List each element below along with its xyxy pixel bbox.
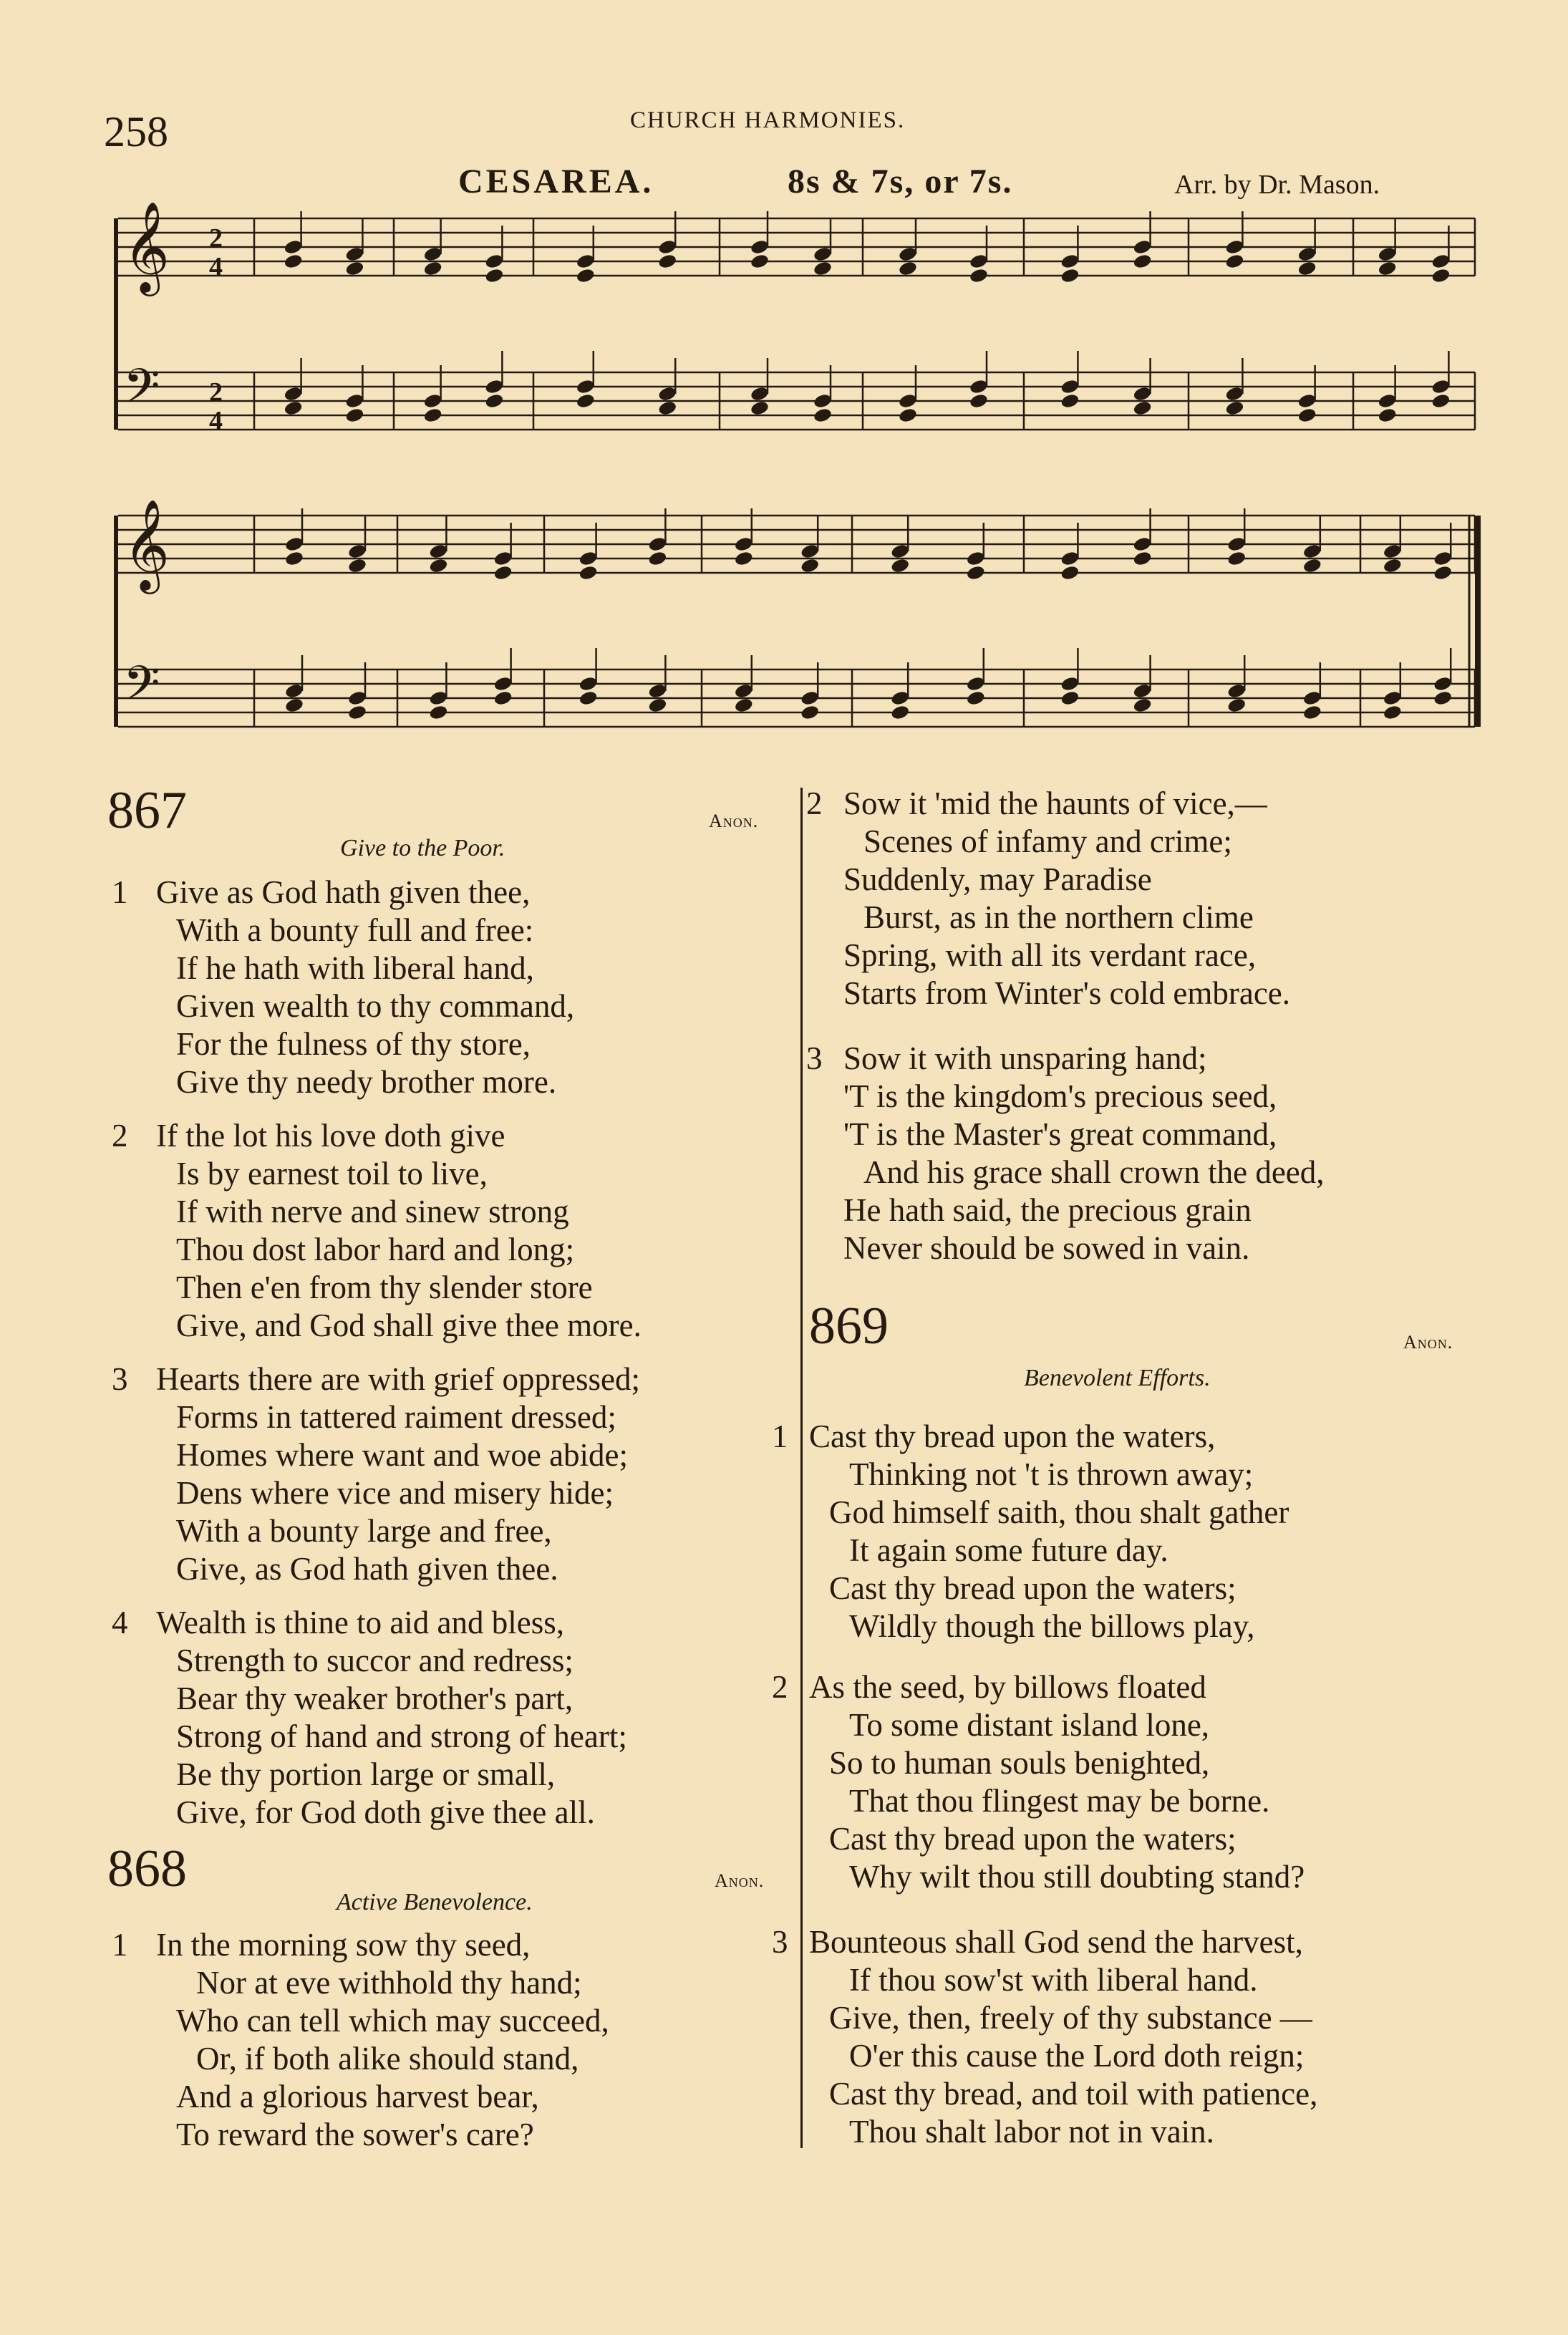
note-head	[423, 407, 443, 423]
tune-name: CESAREA.	[458, 163, 654, 200]
hymn-868-stanza-2	[806, 785, 1291, 1012]
verse-line: Strength to succor and redress;	[176, 1643, 574, 1678]
note-head	[1383, 557, 1403, 574]
verse-line: Give, and God shall give thee more.	[176, 1307, 642, 1343]
verse-line: And a glorious harvest bear,	[176, 2079, 539, 2114]
verse-line: O'er this cause the Lord doth reign;	[849, 2038, 1305, 2074]
verse-line: If the lot his love doth give	[156, 1118, 505, 1154]
note-head	[1060, 564, 1080, 581]
verse-line: That thou flingest may be borne.	[849, 1783, 1270, 1819]
note-head	[1060, 267, 1080, 284]
time-signature: 2	[209, 223, 223, 253]
verse-line: It again some future day.	[849, 1532, 1168, 1568]
note-head	[579, 690, 599, 706]
clef-glyph: 𝄢	[123, 656, 160, 722]
note-head	[890, 704, 910, 720]
hymn-title-868: Active Benevolence.	[337, 1889, 533, 1915]
hymn-author-869: Anon.	[1403, 1332, 1453, 1353]
verse-line: Sow it 'mid the haunts of vice,—	[843, 785, 1267, 821]
note-head	[890, 557, 910, 574]
verse-line: Cast thy bread upon the waters,	[809, 1418, 1216, 1454]
note-head	[898, 260, 918, 276]
note-head	[1224, 253, 1244, 269]
note-head	[1226, 550, 1247, 566]
verse-line: Sow it with unsparing hand;	[843, 1040, 1207, 1076]
note-head	[734, 550, 754, 566]
note-head	[750, 400, 770, 416]
stanza-number: 4	[112, 1605, 128, 1640]
verse-line: Strong of hand and strong of heart;	[176, 1718, 627, 1754]
hymn-868-stanza-3	[806, 1040, 1325, 1267]
verse-line: Give thy needy brother more.	[176, 1064, 557, 1100]
note-head	[800, 557, 820, 574]
verse-line: Cast thy bread upon the waters;	[829, 1570, 1237, 1606]
verse-line: Bear thy weaker brother's part,	[176, 1681, 574, 1716]
note-head	[1431, 267, 1451, 284]
hymn-867-stanza-3	[112, 1360, 640, 1588]
note-head	[428, 557, 448, 574]
hymn-867-stanza-2	[112, 1117, 642, 1345]
hymn-868-stanza-1	[112, 1926, 609, 2154]
hymn-867-stanza-1	[112, 874, 575, 1101]
note-head	[750, 253, 770, 269]
note-head	[657, 400, 677, 416]
verse-line: Spring, with all its verdant race,	[843, 937, 1257, 973]
stanza-number: 2	[772, 1669, 788, 1705]
note-head	[734, 697, 754, 713]
note-head	[1383, 704, 1403, 720]
hymn-869-stanza-1	[772, 1418, 1289, 1645]
verse-line: Nor at eve withhold thy hand;	[196, 1965, 582, 2001]
verse-line: Or, if both alike should stand,	[196, 2041, 579, 2077]
verse-line: Thou dost labor hard and long;	[176, 1232, 575, 1267]
note-head	[284, 400, 304, 416]
note-head	[1302, 704, 1322, 720]
note-head	[347, 704, 367, 720]
verse-line: Wealth is thine to aid and bless,	[156, 1605, 565, 1640]
verse-line: Why wilt thou still doubting stand?	[849, 1859, 1305, 1895]
verse-line: Cast thy bread, and toil with patience,	[829, 2076, 1318, 2112]
note-head	[1133, 400, 1153, 416]
note-head	[969, 267, 989, 284]
verse-line: Is by earnest toil to live,	[176, 1156, 488, 1191]
verse-line: Who can tell which may succeed,	[176, 2003, 609, 2039]
stanza-number: 3	[772, 1924, 788, 1960]
verse-line: For the fulness of thy store,	[176, 1026, 531, 1062]
note-head	[1060, 392, 1080, 409]
verse-line: To reward the sower's care?	[176, 2117, 534, 2152]
stanza-number: 2	[112, 1118, 128, 1154]
verse-line: Homes where want and woe abide;	[176, 1437, 629, 1473]
note-head	[1224, 400, 1244, 416]
note-head	[966, 564, 986, 581]
verse-line: So to human souls benighted,	[829, 1745, 1210, 1781]
stanza-number: 1	[772, 1418, 788, 1454]
clef-glyph: 𝄢	[123, 359, 160, 425]
verse-line: Dens where vice and misery hide;	[176, 1475, 614, 1511]
stanza-number: 1	[112, 874, 128, 910]
note-head	[493, 690, 513, 706]
verse-line: If he hath with liberal hand,	[176, 950, 534, 986]
note-head	[284, 253, 304, 269]
column-rule	[800, 788, 803, 2148]
hymn-867-stanza-4	[112, 1604, 627, 1832]
note-head	[1378, 260, 1398, 276]
note-head	[647, 697, 667, 713]
note-head	[284, 550, 304, 566]
verse-line: Thou shalt labor not in vain.	[849, 2114, 1214, 2150]
note-head	[813, 407, 833, 423]
note-head	[1378, 407, 1398, 423]
verse-line: In the morning sow thy seed,	[156, 1927, 531, 1963]
note-head	[969, 392, 989, 409]
note-head	[1302, 557, 1322, 574]
verse-line: Give, for God doth give thee all.	[176, 1794, 595, 1830]
note-head	[1133, 253, 1153, 269]
stanza-number: 3	[112, 1361, 128, 1397]
stanza-number: 2	[806, 785, 823, 821]
hymn-author-867: Anon.	[709, 811, 759, 831]
time-signature: 2	[209, 377, 223, 407]
verse-line: Be thy portion large or small,	[176, 1756, 556, 1792]
verse-line: Given wealth to thy command,	[176, 988, 575, 1024]
note-head	[493, 564, 513, 581]
verse-line: Burst, as in the northern clime	[863, 899, 1254, 935]
note-head	[576, 392, 596, 409]
note-head	[1133, 550, 1153, 566]
clef-glyph: 𝄞	[123, 498, 170, 590]
note-head	[647, 550, 667, 566]
note-head	[284, 697, 304, 713]
verse-line: Forms in tattered raiment dressed;	[176, 1399, 616, 1435]
note-head	[484, 267, 504, 284]
note-head	[428, 704, 448, 720]
hymn-869-stanza-3	[772, 1923, 1318, 2151]
hymn-number-869: 869	[809, 1297, 889, 1355]
verse-line: And his grace shall crown the deed,	[863, 1154, 1325, 1190]
note-head	[1433, 564, 1453, 581]
time-signature: 4	[209, 252, 223, 282]
page-number: 258	[104, 108, 168, 155]
note-head	[484, 392, 504, 409]
running-title: CHURCH HARMONIES.	[630, 107, 906, 133]
verse-line: Never should be sowed in vain.	[843, 1230, 1250, 1266]
verse-line: Give, as God hath given thee.	[176, 1551, 558, 1587]
time-signature: 4	[209, 406, 223, 436]
verse-line: Bounteous shall God send the harvest,	[809, 1924, 1303, 1960]
note-head	[344, 407, 364, 423]
verse-line: Suddenly, may Paradise	[843, 861, 1152, 897]
verse-line: Then e'en from thy slender store	[176, 1270, 593, 1305]
verse-line: Hearts there are with grief oppressed;	[156, 1361, 640, 1397]
note-head	[1297, 260, 1317, 276]
verse-line: Thinking not 't is thrown away;	[849, 1456, 1254, 1492]
note-head	[423, 260, 443, 276]
note-head	[576, 267, 596, 284]
verse-line: He hath said, the precious grain	[843, 1192, 1252, 1228]
note-head	[966, 690, 986, 706]
note-head	[1431, 392, 1451, 409]
hymn-title-869: Benevolent Efforts.	[1024, 1365, 1211, 1391]
verse-line: Starts from Winter's cold embrace.	[843, 975, 1291, 1011]
note-head	[1133, 697, 1153, 713]
tune-arranger: Arr. by Dr. Mason.	[1174, 170, 1380, 200]
verse-line: To some distant island lone,	[849, 1707, 1210, 1743]
verse-line: 'T is the Master's great command,	[843, 1116, 1277, 1152]
verse-line: God himself saith, thou shalt gather	[829, 1494, 1289, 1530]
verse-line: As the seed, by billows floated	[809, 1669, 1206, 1705]
verse-line: Scenes of infamy and crime;	[863, 823, 1232, 859]
stanza-number: 1	[112, 1927, 128, 1963]
note-head	[1433, 690, 1453, 706]
verse-line: With a bounty full and free:	[176, 912, 534, 948]
hymn-number-868: 868	[107, 1840, 187, 1898]
verse-line: Give, then, freely of thy substance —	[829, 2000, 1312, 2036]
note-head	[344, 260, 364, 276]
hymn-869-stanza-2	[772, 1668, 1305, 1896]
note-head	[579, 564, 599, 581]
note-head	[813, 260, 833, 276]
note-head	[1060, 690, 1080, 706]
note-head	[800, 704, 820, 720]
note-head	[657, 253, 677, 269]
tune-meter: 8s & 7s, or 7s.	[788, 163, 1013, 200]
hymn-author-868: Anon.	[715, 1870, 765, 1891]
hymn-number-867: 867	[107, 781, 187, 840]
clef-glyph: 𝄞	[123, 200, 170, 292]
note-head	[347, 557, 367, 574]
verse-line: Give as God hath given thee,	[156, 874, 531, 910]
verse-line: With a bounty large and free,	[176, 1513, 552, 1549]
note-head	[898, 407, 918, 423]
verse-line: If with nerve and sinew strong	[176, 1194, 569, 1229]
hymn-title-867: Give to the Poor.	[340, 835, 505, 861]
stanza-number: 3	[806, 1040, 823, 1076]
music-score	[0, 0, 1568, 773]
verse-line: Wildly though the billows play,	[849, 1608, 1255, 1644]
note-head	[1226, 697, 1247, 713]
verse-line: If thou sow'st with liberal hand.	[849, 1962, 1258, 1998]
verse-line: Cast thy bread upon the waters;	[829, 1821, 1237, 1857]
note-head	[1297, 407, 1317, 423]
verse-line: 'T is the kingdom's precious seed,	[843, 1078, 1277, 1114]
